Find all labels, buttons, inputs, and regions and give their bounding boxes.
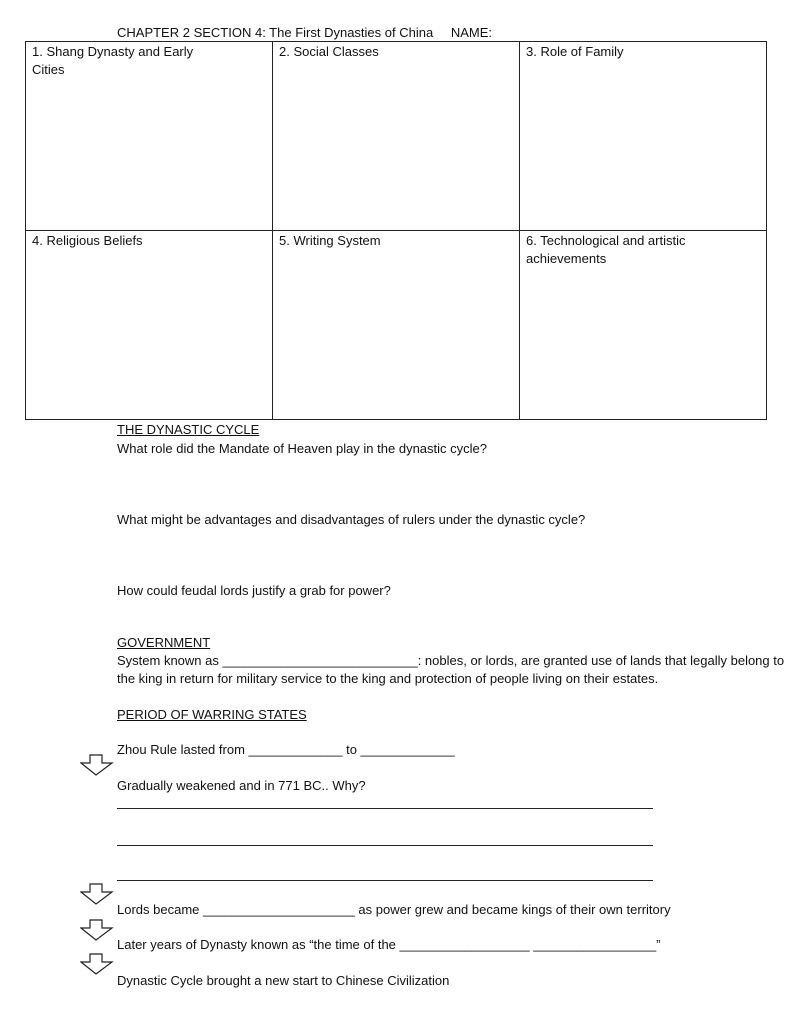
grid-cell-religious-beliefs[interactable] bbox=[26, 231, 273, 420]
grid-cell-label: 1. Shang Dynasty and Early Cities bbox=[32, 44, 194, 77]
answer-line-1[interactable] bbox=[117, 808, 653, 809]
name-label: NAME: bbox=[450, 25, 492, 40]
worksheet-title bbox=[117, 25, 492, 40]
dynastic-cycle-heading: THE DYNASTIC CYCLE bbox=[117, 422, 260, 437]
dynastic-cycle-line: Dynastic Cycle brought a new start to Chinese Civilization bbox=[117, 973, 450, 988]
question-feudal-lords: How could feudal lords justify a grab for power? bbox=[117, 583, 391, 598]
grid-cell-shang[interactable] bbox=[26, 42, 273, 231]
zhou-rule-line: Zhou Rule lasted from _____________ to _____________ bbox=[117, 742, 455, 757]
later-years-line: Later years of Dynasty known as “the time of the __________________ _________________” bbox=[117, 937, 661, 952]
warring-states-heading: PERIOD OF WARRING STATES bbox=[117, 707, 307, 722]
down-arrow-icon bbox=[80, 919, 114, 941]
answer-line-3[interactable] bbox=[117, 880, 653, 881]
answer-line-2[interactable] bbox=[117, 845, 653, 846]
grid-cell-tech-achievements[interactable] bbox=[520, 231, 767, 420]
government-heading: GOVERNMENT bbox=[117, 635, 211, 650]
grid-cell-label: 5. Writing System bbox=[279, 233, 381, 248]
chapter-title: CHAPTER 2 SECTION 4: The First Dynasties of China bbox=[117, 25, 434, 40]
grid-cell-label: 6. Technological and artistic achievements bbox=[526, 233, 686, 266]
question-advantages: What might be advantages and disadvantages of rulers under the dynastic cycle? bbox=[117, 512, 586, 527]
down-arrow-icon bbox=[80, 754, 114, 776]
lords-became-line: Lords became _____________________ as power grew and became kings of their own territory bbox=[117, 902, 671, 917]
weakened-question: Gradually weakened and in 771 BC.. Why? bbox=[117, 778, 366, 793]
grid-cell-role-of-family[interactable] bbox=[520, 42, 767, 231]
notes-grid bbox=[25, 41, 767, 420]
down-arrow-icon bbox=[80, 883, 114, 905]
grid-cell-label: 4. Religious Beliefs bbox=[32, 233, 143, 248]
grid-cell-label: 2. Social Classes bbox=[279, 44, 379, 59]
grid-cell-social-classes[interactable] bbox=[273, 42, 520, 231]
down-arrow-icon bbox=[80, 953, 114, 975]
question-mandate: What role did the Mandate of Heaven play in the dynastic cycle? bbox=[117, 441, 487, 456]
government-line-2: the king in return for military service to the king and protection of people living on their estates. bbox=[117, 671, 659, 686]
government-line-1: System known as ___________________________: nobles, or lords, are granted use of lands that legally belong to bbox=[117, 653, 785, 668]
grid-cell-label: 3. Role of Family bbox=[526, 44, 624, 59]
grid-cell-writing-system[interactable] bbox=[273, 231, 520, 420]
